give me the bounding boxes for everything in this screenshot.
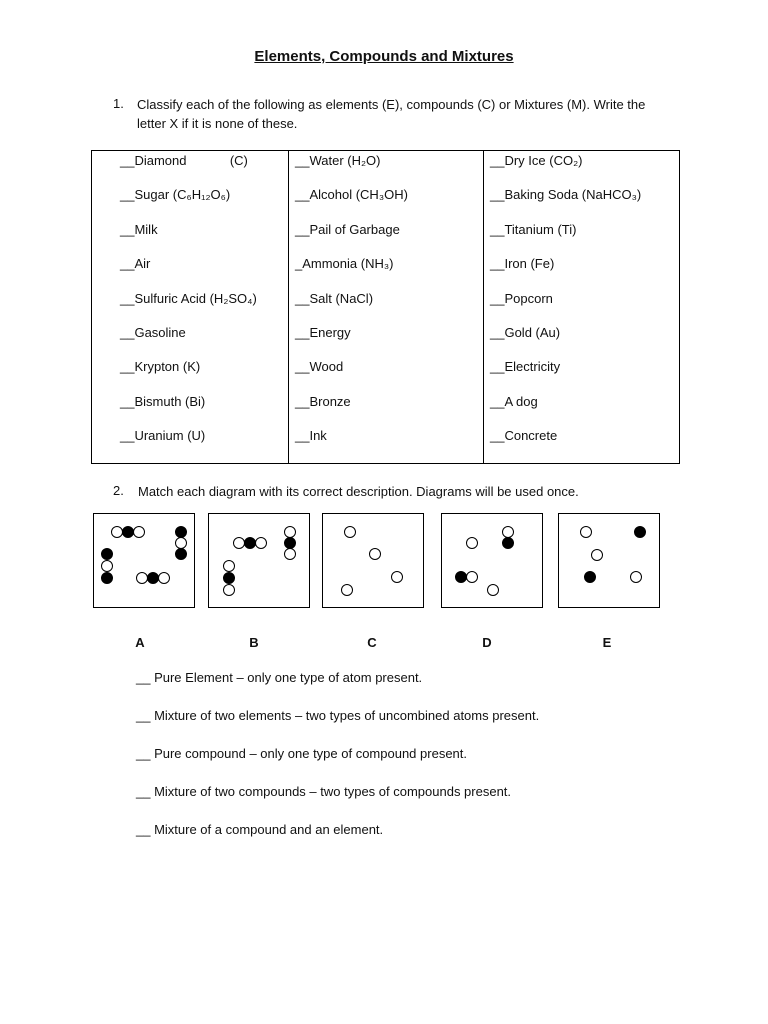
list-item: __Ink — [295, 428, 327, 444]
diagram-c — [322, 513, 424, 608]
list-item: __Baking Soda (NaHCO₃) — [490, 187, 642, 203]
diagram-a — [93, 513, 195, 608]
worksheet-title: Elements, Compounds and Mixtures — [254, 48, 514, 65]
diagram-label-a: A — [135, 635, 145, 650]
description-list — [136, 670, 539, 860]
question-2-text: Match each diagram with its correct description. Diagrams will be used once. — [138, 484, 579, 499]
list-item: __Water (H₂O) — [295, 153, 381, 168]
diagram-e — [558, 513, 660, 608]
diagram-label-b: B — [249, 635, 259, 650]
list-item: __Salt (NaCl) — [295, 290, 374, 306]
list-item: __Sugar (C₆H₁₂O₆) — [120, 187, 231, 203]
diagram-label-c: C — [367, 635, 377, 650]
description-item: __ Pure Element – only one type of atom present. — [136, 670, 423, 685]
list-item: __Energy — [295, 324, 351, 340]
list-item: __Titanium (Ti) — [490, 221, 577, 237]
table-column-1 — [92, 151, 289, 464]
diagram-label-e: E — [602, 635, 612, 650]
diagram-b — [208, 513, 310, 608]
list-item: __Milk — [120, 221, 158, 237]
list-item: __Air — [120, 256, 151, 272]
table-column-3 — [484, 151, 680, 464]
list-item: __Alcohol (CH₃OH) — [295, 187, 408, 203]
description-item: __ Mixture of a compound and an element. — [136, 822, 384, 837]
list-item: __Pail of Garbage — [295, 221, 400, 237]
list-item: __Diamond (C) — [120, 153, 248, 168]
list-item: __A dog — [490, 393, 538, 409]
table-column-2 — [289, 151, 484, 464]
list-item: __Sulfuric Acid (H₂SO₄) — [120, 290, 257, 306]
list-item: __Bronze — [295, 393, 351, 409]
description-item: __ Mixture of two elements – two types of uncombined atoms present. — [136, 708, 540, 723]
question-1-text: Classify each of the following as elements (E), compounds (C) or Mixtures (M). Write the letter X if it is none of these. — [137, 97, 646, 131]
list-item: __Dry Ice (CO₂) — [490, 153, 583, 168]
diagram-label-d: D — [482, 635, 492, 650]
question-2-number: 2. — [113, 483, 124, 498]
classification-table — [91, 150, 680, 464]
list-item: __Gold (Au) — [490, 324, 561, 340]
list-item: __Concrete — [490, 428, 558, 444]
list-item: __Iron (Fe) — [490, 256, 555, 272]
question-1-number: 1. — [113, 96, 124, 111]
diagram-row — [93, 513, 663, 608]
list-item: __Popcorn — [490, 290, 553, 306]
list-item: _Ammonia (NH₃) — [295, 256, 394, 272]
list-item: __Krypton (K) — [120, 359, 201, 375]
description-item: __ Mixture of two compounds – two types of compounds present. — [136, 784, 512, 799]
list-item: __Wood — [295, 359, 344, 375]
list-item: __Uranium (U) — [120, 428, 206, 444]
list-item: __Electricity — [490, 359, 561, 375]
list-item: __Bismuth (Bi) — [120, 393, 206, 409]
list-item: __Gasoline — [120, 324, 186, 340]
description-item: __ Pure compound – only one type of compound present. — [136, 746, 467, 761]
diagram-d — [441, 513, 543, 608]
